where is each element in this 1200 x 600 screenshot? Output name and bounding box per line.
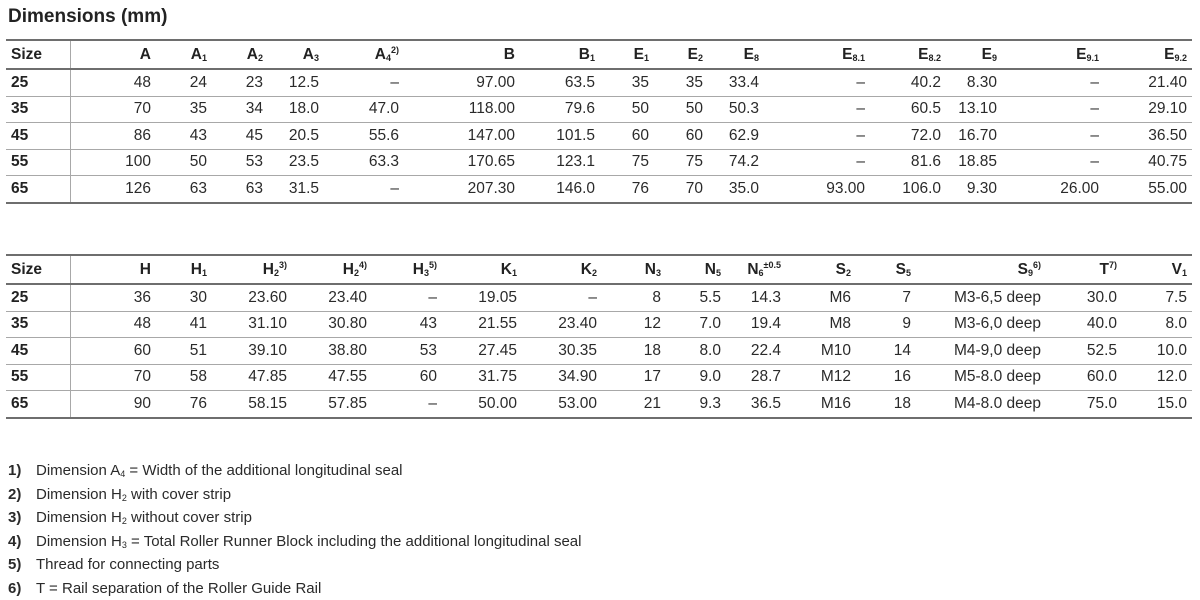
- table-row: [6, 338, 1192, 365]
- footnote-text: without cover strip: [126, 509, 252, 526]
- header-symbol: E: [842, 45, 853, 63]
- table-cell: 23.40: [522, 311, 602, 338]
- table-cell: 170.65: [404, 149, 520, 176]
- table-cell: 16: [856, 364, 916, 391]
- table-cell: 16.70: [946, 123, 1002, 150]
- table-cell: 50: [654, 96, 708, 123]
- page-title: Dimensions (mm): [8, 6, 168, 27]
- table-cell: 52.5: [1046, 338, 1122, 365]
- size-cell: 45: [6, 338, 70, 365]
- table-cell: 30.35: [522, 338, 602, 365]
- header-symbol: A: [374, 46, 386, 63]
- table-cell: 17: [602, 364, 666, 391]
- table-cell: –: [324, 176, 404, 203]
- footnote-line: [8, 483, 581, 507]
- table-cell: 60.0: [1046, 364, 1122, 391]
- header-symbol: K: [500, 260, 512, 278]
- table-cell: 36.5: [726, 391, 786, 418]
- table-row: [6, 176, 1192, 203]
- column-header: [212, 40, 268, 69]
- table-row: [6, 69, 1192, 96]
- header-symbol: S: [835, 260, 846, 278]
- column-header: [156, 255, 212, 284]
- table-cell: M5-8.0 deep: [916, 364, 1046, 391]
- table-row: [6, 284, 1192, 311]
- column-header: [70, 40, 156, 69]
- table-cell: 20.5: [268, 123, 324, 150]
- table-cell: 79.6: [520, 96, 600, 123]
- dimensions-table-1: [6, 39, 1192, 204]
- table-cell: 33.4: [708, 69, 764, 96]
- header-subscript: 8: [753, 52, 759, 63]
- column-header: [1002, 40, 1104, 69]
- table-cell: 30.0: [1046, 284, 1122, 311]
- footnote-text: with cover strip: [126, 485, 232, 503]
- table-cell: 29.10: [1104, 96, 1192, 123]
- column-header: [602, 255, 666, 284]
- table-cell: 57.85: [292, 391, 372, 418]
- table-cell: 74.2: [708, 149, 764, 176]
- table-cell: 8.0: [666, 338, 726, 365]
- table-cell: M16: [786, 391, 856, 418]
- table-cell: 63.3: [324, 149, 404, 176]
- table-cell: 34.90: [522, 364, 602, 391]
- header-symbol: N: [644, 260, 656, 278]
- footnote-line: [8, 577, 581, 600]
- column-header: [764, 40, 870, 69]
- table-cell: 50.3: [708, 96, 764, 123]
- table-cell: –: [764, 69, 870, 96]
- table-cell: 22.4: [726, 338, 786, 365]
- column-header: [1122, 255, 1192, 284]
- column-header: [324, 40, 404, 69]
- header-symbol: S: [895, 260, 906, 278]
- header-symbol: E: [687, 45, 698, 63]
- column-header: [916, 255, 1046, 284]
- table-cell: 9.3: [666, 391, 726, 418]
- footnotes: [8, 459, 581, 600]
- table-cell: 60.5: [870, 96, 946, 123]
- table-cell: 38.80: [292, 338, 372, 365]
- table-cell: 36: [70, 284, 156, 311]
- header-symbol: Size: [11, 45, 43, 63]
- table-cell: 58: [156, 364, 212, 391]
- table-cell: 35: [600, 69, 654, 96]
- footnote-text: = Width of the additional longitudinal seal: [125, 462, 403, 479]
- table-cell: 14: [856, 338, 916, 365]
- table-cell: 9: [856, 311, 916, 338]
- table-cell: 35: [654, 69, 708, 96]
- table-cell: 23.40: [292, 284, 372, 311]
- header-symbol: E: [981, 45, 992, 63]
- table-cell: M8: [786, 311, 856, 338]
- table-cell: 100: [70, 149, 156, 176]
- size-cell: 25: [6, 69, 70, 96]
- column-header: [1046, 255, 1122, 284]
- header-symbol: A: [190, 45, 202, 63]
- column-header: [520, 40, 600, 69]
- column-header: [442, 255, 522, 284]
- table-row: [6, 311, 1192, 338]
- header-symbol: K: [580, 260, 592, 278]
- table-cell: 70: [70, 364, 156, 391]
- table-cell: 10.0: [1122, 338, 1192, 365]
- header-symbol: V: [1171, 260, 1182, 278]
- table-cell: 26.00: [1002, 176, 1104, 203]
- column-header: [522, 255, 602, 284]
- table-cell: 60: [654, 123, 708, 150]
- table-header-row: [6, 40, 1192, 69]
- footnote-text: Dimension H: [36, 532, 122, 550]
- footnote-subscript: 2: [121, 492, 127, 503]
- column-header: [870, 40, 946, 69]
- header-symbol: E: [1164, 45, 1175, 63]
- table-cell: 8: [602, 284, 666, 311]
- table-cell: 19.05: [442, 284, 522, 311]
- table-cell: –: [372, 284, 442, 311]
- footnote-text: Thread for connecting parts: [36, 556, 220, 573]
- footnote-line: [8, 459, 581, 483]
- header-footnote-ref: 5): [428, 260, 437, 270]
- header-subscript: 3: [313, 52, 319, 63]
- table-cell: 28.7: [726, 364, 786, 391]
- size-cell: 25: [6, 284, 70, 311]
- table-cell: 12.0: [1122, 364, 1192, 391]
- table-cell: 48: [70, 311, 156, 338]
- table-cell: 60: [372, 364, 442, 391]
- header-footnote-ref: 7): [1108, 260, 1117, 270]
- table-cell: 13.10: [946, 96, 1002, 123]
- header-subscript: 3: [423, 268, 429, 278]
- table-cell: 7: [856, 284, 916, 311]
- table-cell: 47.55: [292, 364, 372, 391]
- header-subscript: 9: [1027, 268, 1033, 278]
- table-cell: 72.0: [870, 123, 946, 150]
- table-cell: 70: [70, 96, 156, 123]
- table-cell: 75: [654, 149, 708, 176]
- table-cell: M6: [786, 284, 856, 311]
- table-cell: –: [764, 149, 870, 176]
- table-cell: –: [764, 123, 870, 150]
- header-subscript: 9: [991, 52, 997, 63]
- table-cell: 62.9: [708, 123, 764, 150]
- table-row: [6, 96, 1192, 123]
- table-cell: 53: [372, 338, 442, 365]
- header-subscript: 5: [715, 267, 721, 278]
- header-subscript: 2: [845, 267, 851, 278]
- header-subscript: 6: [758, 268, 764, 278]
- table-cell: 23.5: [268, 149, 324, 176]
- column-header: [856, 255, 916, 284]
- table-cell: 14.3: [726, 284, 786, 311]
- table-cell: 34: [212, 96, 268, 123]
- column-header: [1104, 40, 1192, 69]
- table-cell: 58.15: [212, 391, 292, 418]
- table-cell: 18.0: [268, 96, 324, 123]
- table-cell: –: [1002, 69, 1104, 96]
- column-header: [786, 255, 856, 284]
- table-cell: 53: [212, 149, 268, 176]
- table-cell: 40.2: [870, 69, 946, 96]
- table-cell: 75.0: [1046, 391, 1122, 418]
- table-cell: 31.10: [212, 311, 292, 338]
- table-cell: 30: [156, 284, 212, 311]
- header-footnote-ref: 6): [1032, 260, 1041, 270]
- table-cell: 51: [156, 338, 212, 365]
- table-cell: 21.40: [1104, 69, 1192, 96]
- column-header: [292, 255, 372, 284]
- table-cell: –: [522, 284, 602, 311]
- header-subscript: 3: [655, 267, 661, 278]
- table-cell: 18: [602, 338, 666, 365]
- header-subscript: 1: [589, 52, 595, 63]
- table-cell: 60: [600, 123, 654, 150]
- table-cell: 43: [372, 311, 442, 338]
- footnote-text: Dimension A: [36, 462, 121, 479]
- table-row: [6, 391, 1192, 418]
- header-subscript: 8.1: [852, 52, 865, 63]
- table-cell: 5.5: [666, 284, 726, 311]
- table-cell: –: [764, 96, 870, 123]
- table-cell: 8.30: [946, 69, 1002, 96]
- header-footnote-ref: 3): [278, 260, 287, 270]
- header-subscript: 1: [1181, 267, 1187, 278]
- footnote-text: Dimension H: [36, 509, 122, 526]
- header-symbol: N: [747, 261, 759, 278]
- header-symbol: T: [1099, 261, 1109, 278]
- size-cell: 45: [6, 123, 70, 150]
- table-cell: 50: [600, 96, 654, 123]
- table-cell: 81.6: [870, 149, 946, 176]
- column-header: [156, 40, 212, 69]
- table-cell: 15.0: [1122, 391, 1192, 418]
- column-header: [6, 255, 70, 284]
- header-subscript: 1: [201, 267, 207, 278]
- header-symbol: Size: [11, 260, 43, 278]
- footnote-text: = Total Roller Runner Block including the additional longitudinal seal: [126, 532, 582, 550]
- table-cell: 35.0: [708, 176, 764, 203]
- header-symbol: H: [262, 261, 274, 278]
- header-subscript: 1: [643, 52, 649, 63]
- header-subscript: 8.2: [928, 52, 941, 63]
- table-cell: 23.60: [212, 284, 292, 311]
- table-cell: –: [1002, 149, 1104, 176]
- column-header: [654, 40, 708, 69]
- footnote-number: 3): [8, 509, 22, 526]
- header-subscript: 2: [591, 267, 597, 278]
- header-symbol: E: [743, 45, 754, 63]
- table-cell: M12: [786, 364, 856, 391]
- footnote-subscript: 3: [121, 539, 127, 550]
- table-cell: 63: [156, 176, 212, 203]
- table-cell: 93.00: [764, 176, 870, 203]
- table-cell: 19.4: [726, 311, 786, 338]
- header-subscript: 2: [257, 52, 263, 63]
- header-symbol: H: [412, 261, 424, 278]
- header-symbol: A: [246, 45, 258, 63]
- header-symbol: H: [342, 261, 354, 278]
- table-cell: 55.00: [1104, 176, 1192, 203]
- footnote-number: 4): [8, 532, 22, 550]
- table-cell: M3-6,5 deep: [916, 284, 1046, 311]
- column-header: [70, 255, 156, 284]
- size-cell: 65: [6, 391, 70, 418]
- table-cell: 9.30: [946, 176, 1002, 203]
- footnote-line: [8, 553, 581, 577]
- dimensions-table-2: [6, 254, 1192, 419]
- header-symbol: A: [139, 45, 151, 63]
- header-subscript: 2: [273, 268, 279, 278]
- table-cell: –: [324, 69, 404, 96]
- column-header: [946, 40, 1002, 69]
- column-header: [600, 40, 654, 69]
- footnote-number: 5): [8, 556, 22, 573]
- table-cell: 118.00: [404, 96, 520, 123]
- header-footnote-ref: 2): [390, 45, 399, 55]
- table-cell: 55.6: [324, 123, 404, 150]
- table-row: [6, 123, 1192, 150]
- header-footnote-ref: ±0.5: [763, 260, 781, 270]
- table-cell: 126: [70, 176, 156, 203]
- table-cell: 40.0: [1046, 311, 1122, 338]
- table-cell: 63.5: [520, 69, 600, 96]
- table-cell: 8.0: [1122, 311, 1192, 338]
- table-row: [6, 364, 1192, 391]
- header-symbol: B: [578, 45, 590, 63]
- header-symbol: H: [139, 260, 151, 278]
- header-symbol: S: [1017, 261, 1028, 278]
- column-header: [666, 255, 726, 284]
- table-cell: 31.5: [268, 176, 324, 203]
- column-header: [6, 40, 70, 69]
- column-header: [708, 40, 764, 69]
- footnote-line: [8, 506, 581, 530]
- table-cell: 97.00: [404, 69, 520, 96]
- table-cell: 60: [70, 338, 156, 365]
- table-cell: M10: [786, 338, 856, 365]
- header-symbol: B: [503, 45, 515, 63]
- table-cell: M3-6,0 deep: [916, 311, 1046, 338]
- footnote-text: Dimension H: [36, 485, 122, 503]
- table-cell: 7.5: [1122, 284, 1192, 311]
- table-cell: 45: [212, 123, 268, 150]
- footnote-line: [8, 530, 581, 554]
- table-cell: 31.75: [442, 364, 522, 391]
- table-cell: 207.30: [404, 176, 520, 203]
- table-cell: 36.50: [1104, 123, 1192, 150]
- header-symbol: N: [704, 260, 716, 278]
- header-subscript: 1: [511, 267, 517, 278]
- footnote-number: 2): [8, 485, 22, 503]
- header-subscript: 5: [905, 267, 911, 278]
- table-cell: 18.85: [946, 149, 1002, 176]
- table-cell: 75: [600, 149, 654, 176]
- table-cell: 7.0: [666, 311, 726, 338]
- footnote-number: 1): [8, 462, 22, 479]
- table-cell: 47.85: [212, 364, 292, 391]
- header-subscript: 2: [353, 268, 359, 278]
- table-cell: 106.0: [870, 176, 946, 203]
- column-header: [268, 40, 324, 69]
- size-cell: 55: [6, 364, 70, 391]
- table-row: [6, 149, 1192, 176]
- footnote-number: 6): [8, 579, 22, 597]
- table-cell: 90: [70, 391, 156, 418]
- table-cell: 147.00: [404, 123, 520, 150]
- header-footnote-ref: 4): [358, 260, 367, 270]
- header-symbol: E: [918, 45, 929, 63]
- table-cell: 63: [212, 176, 268, 203]
- header-subscript: 9.1: [1086, 52, 1099, 63]
- table-cell: 12: [602, 311, 666, 338]
- footnote-subscript: 4: [120, 469, 126, 479]
- header-subscript: 9.2: [1174, 52, 1187, 63]
- table-cell: 23: [212, 69, 268, 96]
- table-cell: 86: [70, 123, 156, 150]
- header-symbol: E: [633, 45, 644, 63]
- table-cell: 41: [156, 311, 212, 338]
- table-header-row: [6, 255, 1192, 284]
- size-cell: 55: [6, 149, 70, 176]
- table-cell: 12.5: [268, 69, 324, 96]
- header-symbol: H: [190, 260, 202, 278]
- header-subscript: 2: [697, 52, 703, 63]
- table-cell: 101.5: [520, 123, 600, 150]
- column-header: [726, 255, 786, 284]
- table-cell: 146.0: [520, 176, 600, 203]
- table-cell: 123.1: [520, 149, 600, 176]
- table-cell: 35: [156, 96, 212, 123]
- table-cell: 40.75: [1104, 149, 1192, 176]
- header-subscript: 4: [385, 53, 391, 63]
- table-cell: 53.00: [522, 391, 602, 418]
- table-cell: 39.10: [212, 338, 292, 365]
- column-header: [212, 255, 292, 284]
- table-cell: –: [1002, 123, 1104, 150]
- table-cell: M4-8.0 deep: [916, 391, 1046, 418]
- table-cell: 48: [70, 69, 156, 96]
- table-cell: 21: [602, 391, 666, 418]
- footnote-text: T = Rail separation of the Roller Guide Rail: [36, 579, 322, 597]
- table-cell: 76: [600, 176, 654, 203]
- table-cell: 27.45: [442, 338, 522, 365]
- table-cell: 50.00: [442, 391, 522, 418]
- table-cell: –: [1002, 96, 1104, 123]
- table-cell: 30.80: [292, 311, 372, 338]
- header-subscript: 1: [201, 52, 207, 63]
- table-cell: 50: [156, 149, 212, 176]
- table-cell: 21.55: [442, 311, 522, 338]
- table-cell: 9.0: [666, 364, 726, 391]
- size-cell: 35: [6, 96, 70, 123]
- column-header: [372, 255, 442, 284]
- footnote-subscript: 2: [121, 516, 127, 526]
- header-symbol: A: [302, 45, 314, 63]
- size-cell: 35: [6, 311, 70, 338]
- table-cell: 76: [156, 391, 212, 418]
- table-cell: M4-9,0 deep: [916, 338, 1046, 365]
- size-cell: 65: [6, 176, 70, 203]
- column-header: [404, 40, 520, 69]
- table-cell: 18: [856, 391, 916, 418]
- table-cell: 47.0: [324, 96, 404, 123]
- table-cell: –: [372, 391, 442, 418]
- table-cell: 70: [654, 176, 708, 203]
- table-cell: 43: [156, 123, 212, 150]
- table-cell: 24: [156, 69, 212, 96]
- header-symbol: E: [1076, 45, 1087, 63]
